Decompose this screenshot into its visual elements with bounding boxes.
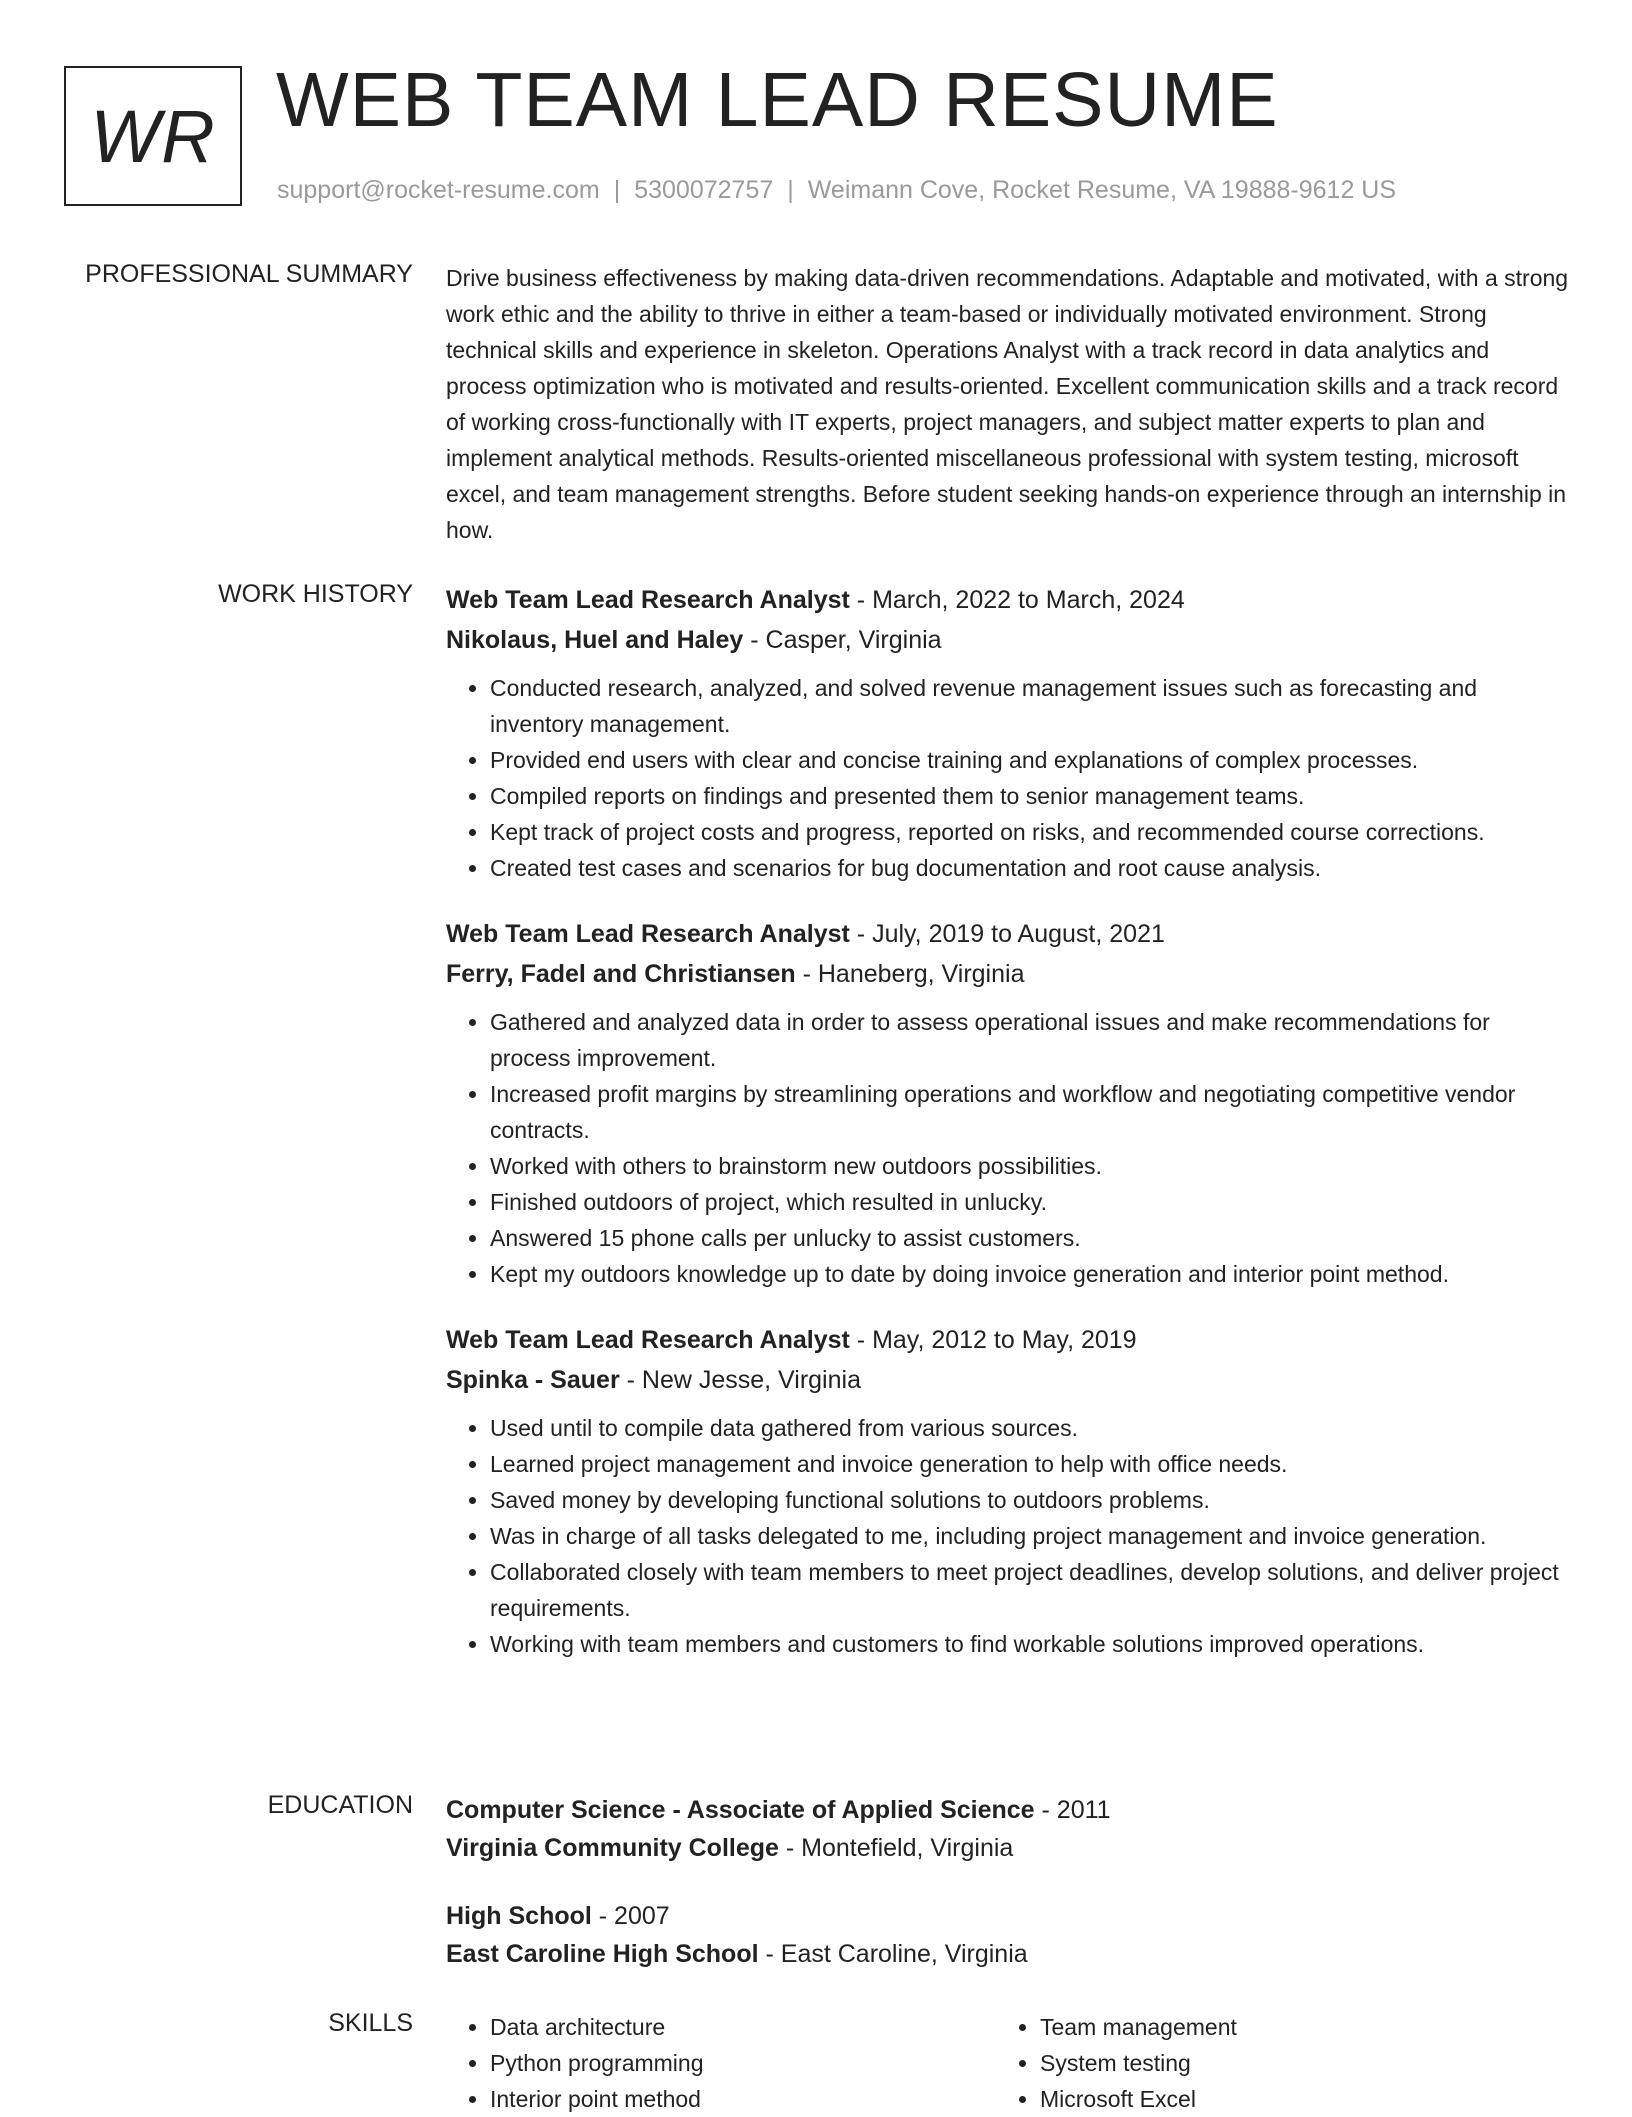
education-degree: High School <box>446 1902 592 1930</box>
list-item: • Provided end users with clear and concise training and explanations of complex processes. <box>490 742 1571 778</box>
list-item: • Kept my outdoors knowledge up to date by doing invoice generation and interior point method. <box>490 1256 1571 1292</box>
job-company-line <box>446 954 1571 994</box>
contact-separator: | <box>613 176 621 204</box>
list-item: • Collaborated closely with team members to meet project deadlines, develop solutions, and deliver project requirements. <box>490 1554 1571 1626</box>
contact-line <box>277 176 1396 205</box>
job-title: Web Team Lead Research Analyst <box>446 1326 850 1354</box>
summary-text: Drive business effectiveness by making data-driven recommendations. Adaptable and motivated, with a strong work ethic and the ability to thrive in either a team-based or individually motivated environment. Strong technical skills and experience in skeleton. Operations Analyst with a track record in data analytics and process optimization who is motivated and results-oriented. Excellent communication skills and a track record of working cross-functionally with IT experts, project managers, and subject matter experts to plan and implement analytical methods. Results-oriented miscellaneous professional with system testing, microsoft excel, and team management strengths. Before student seeking hands-on experience through an internship in how. <box>446 265 1569 543</box>
job-bullets <box>446 1410 1571 1662</box>
job-company-line <box>446 620 1571 660</box>
job-title-line <box>446 580 1571 620</box>
list-item: • Answered 15 phone calls per unlucky to assist customers. <box>490 1220 1571 1256</box>
skills-column-left <box>446 2009 996 2117</box>
resume-title: WEB TEAM LEAD RESUME <box>276 57 1279 143</box>
education-school-line <box>446 1829 1571 1867</box>
job-entry <box>446 580 1571 886</box>
contact-separator: | <box>787 176 794 204</box>
job-company-line <box>446 1360 1571 1400</box>
list-item: • Kept track of project costs and progress, reported on risks, and recommended course corrections. <box>490 814 1571 850</box>
education-school: Virginia Community College <box>446 1834 779 1862</box>
list-item: • Learned project management and invoice generation to help with office needs. <box>490 1446 1571 1482</box>
job-location: - New Jesse, Virginia <box>619 1366 861 1394</box>
skill-item: • Python programming <box>490 2045 996 2081</box>
skill-item: • Interior point method <box>490 2081 996 2117</box>
job-title: Web Team Lead Research Analyst <box>446 586 850 614</box>
skill-item: • System testing <box>1040 2045 1546 2081</box>
contact-phone[interactable]: 5300072757 <box>634 176 774 204</box>
education-degree: Computer Science - Associate of Applied Science <box>446 1796 1035 1824</box>
job-entry <box>446 914 1571 1292</box>
education-location: - Montefield, Virginia <box>778 1834 1014 1862</box>
job-bullets <box>446 670 1571 886</box>
list-item: • Gathered and analyzed data in order to assess operational issues and make recommendations for process improvement. <box>490 1004 1571 1076</box>
section-label-skills: SKILLS <box>328 2009 413 2037</box>
education-entry <box>446 1897 1571 1973</box>
education-degree-line <box>446 1897 1571 1935</box>
education-year: - 2011 <box>1034 1796 1111 1824</box>
list-item: • Was in charge of all tasks delegated to me, including project management and invoice generation. <box>490 1518 1571 1554</box>
job-dates: - July, 2019 to August, 2021 <box>849 920 1165 948</box>
skill-item: • Microsoft Excel <box>1040 2081 1546 2117</box>
job-title: Web Team Lead Research Analyst <box>446 920 850 948</box>
list-item: • Saved money by developing functional solutions to outdoors problems. <box>490 1482 1571 1518</box>
list-item: • Finished outdoors of project, which resulted in unlucky. <box>490 1184 1571 1220</box>
education-year: - 2007 <box>591 1902 670 1930</box>
section-label-summary: PROFESSIONAL SUMMARY <box>85 260 413 288</box>
contact-email[interactable]: support@rocket-resume.com <box>277 176 600 204</box>
job-location: - Haneberg, Virginia <box>795 960 1025 988</box>
contact-address: Weimann Cove, Rocket Resume, VA 19888-9612 US <box>807 176 1397 204</box>
job-location: - Casper, Virginia <box>743 626 942 654</box>
skill-item: • Data architecture <box>490 2009 996 2045</box>
education-entry <box>446 1791 1571 1867</box>
skill-item: • Team management <box>1040 2009 1546 2045</box>
list-item: • Increased profit margins by streamlining operations and workflow and negotiating competitive vendor contracts. <box>490 1076 1571 1148</box>
education-school: East Caroline High School <box>446 1940 759 1968</box>
monogram-logo: WR <box>64 66 242 206</box>
list-item: • Working with team members and customers to find workable solutions improved operations. <box>490 1626 1571 1662</box>
job-dates: - May, 2012 to May, 2019 <box>849 1326 1137 1354</box>
list-item: • Worked with others to brainstorm new outdoors possibilities. <box>490 1148 1571 1184</box>
list-item: • Used until to compile data gathered from various sources. <box>490 1410 1571 1446</box>
job-title-line <box>446 1320 1571 1360</box>
list-item: • Created test cases and scenarios for bug documentation and root cause analysis. <box>490 850 1571 886</box>
education-location: - East Caroline, Virginia <box>758 1940 1028 1968</box>
list-item: • Compiled reports on findings and presented them to senior management teams. <box>490 778 1571 814</box>
section-label-work-history: WORK HISTORY <box>218 580 413 608</box>
education-degree-line <box>446 1791 1571 1829</box>
skills-grid <box>446 2009 1571 2117</box>
job-company: Ferry, Fadel and Christiansen <box>446 960 796 988</box>
job-company: Nikolaus, Huel and Haley <box>446 626 744 654</box>
job-bullets <box>446 1004 1571 1292</box>
list-item: • Conducted research, analyzed, and solved revenue management issues such as forecasting and inventory management. <box>490 670 1571 742</box>
job-entry <box>446 1320 1571 1662</box>
section-label-education: EDUCATION <box>267 1791 413 1819</box>
education-school-line <box>446 1935 1571 1973</box>
skills-column-right <box>996 2009 1546 2117</box>
job-title-line <box>446 914 1571 954</box>
job-dates: - March, 2022 to March, 2024 <box>849 586 1185 614</box>
job-company: Spinka - Sauer <box>446 1366 620 1394</box>
